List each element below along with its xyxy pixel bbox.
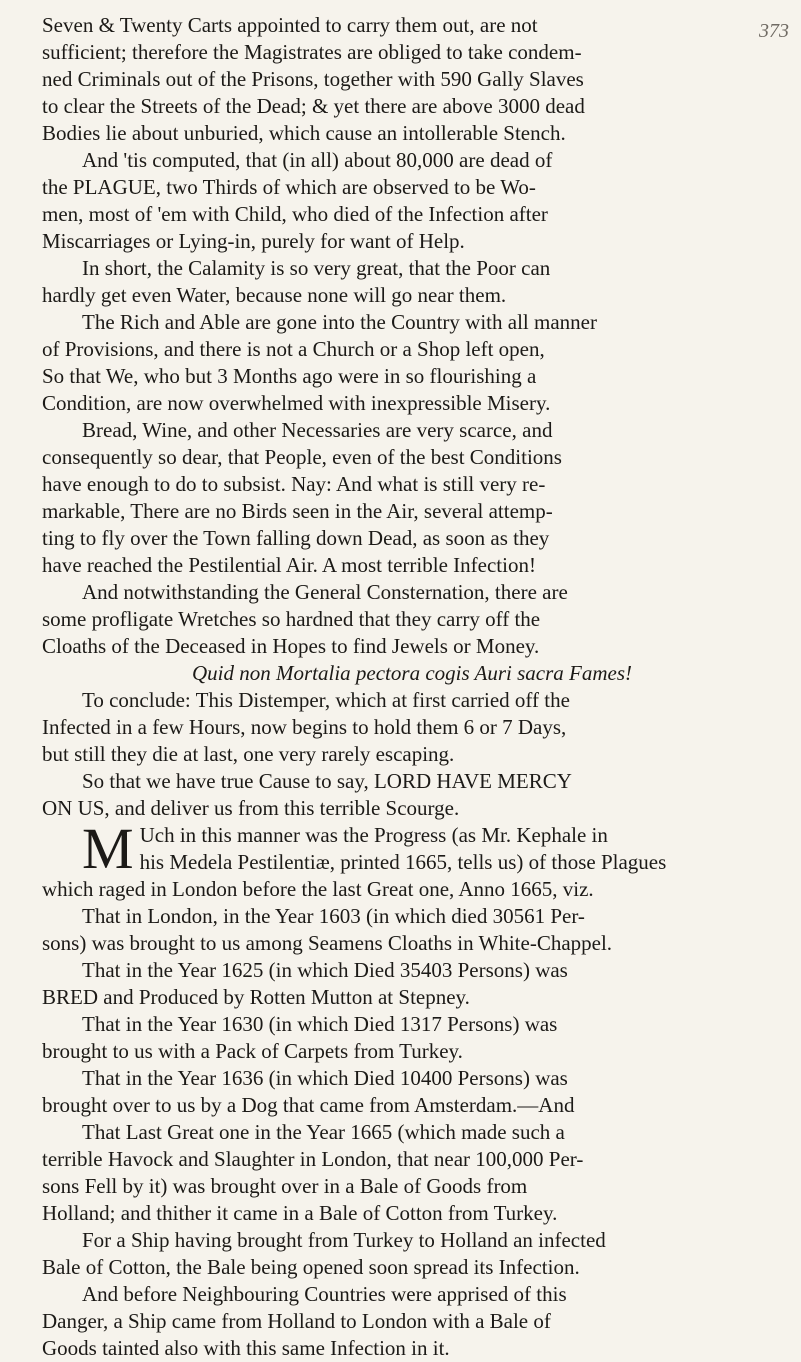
line-text: ned Criminals out of the Prisons, together with 590 Gally Slaves	[42, 67, 584, 91]
text-line	[42, 1200, 782, 1227]
text-line	[42, 579, 782, 606]
text-line	[42, 1038, 782, 1065]
line-text: his Medela Pestilentiæ, printed 1665, tells us) of those Plagues	[139, 850, 667, 874]
line-text: For a Ship having brought from Turkey to Holland an infected	[82, 1228, 606, 1252]
line-text: And 'tis computed, that (in all) about 80,000 are dead of	[82, 148, 553, 172]
line-text: the PLAGUE, two Thirds of which are observed to be Wo-	[42, 175, 536, 199]
line-text: And before Neighbouring Countries were apprised of this	[82, 1282, 567, 1306]
line-text: terrible Havock and Slaughter in London, that near 100,000 Per-	[42, 1147, 584, 1171]
text-line	[42, 1254, 782, 1281]
text-line	[42, 1335, 782, 1362]
line-text: That in the Year 1636 (in which Died 10400 Persons) was	[82, 1066, 568, 1090]
text-line	[42, 1308, 782, 1335]
line-text: Goods tainted also with this same Infection in it.	[42, 1336, 450, 1360]
text-line	[42, 66, 782, 93]
line-text: Infected in a few Hours, now begins to hold them 6 or 7 Days,	[42, 715, 567, 739]
text-line	[42, 768, 782, 795]
text-line	[42, 1011, 782, 1038]
line-text: markable, There are no Birds seen in the Air, several attemp-	[42, 499, 553, 523]
line-text: Bread, Wine, and other Necessaries are very scarce, and	[82, 418, 553, 442]
text-line	[42, 174, 782, 201]
line-text: sufficient; therefore the Magistrates are obliged to take condem-	[42, 40, 582, 64]
text-line	[42, 255, 782, 282]
body-text	[42, 12, 782, 1362]
text-line	[42, 1065, 782, 1092]
text-line	[42, 390, 782, 417]
line-text: BRED and Produced by Rotten Mutton at Stepney.	[42, 985, 470, 1009]
text-line	[42, 633, 782, 660]
text-line	[42, 1227, 782, 1254]
line-text: That in the Year 1630 (in which Died 1317 Persons) was	[82, 1012, 558, 1036]
line-text: sons Fell by it) was brought over in a Bale of Goods from	[42, 1174, 528, 1198]
line-text: That in the Year 1625 (in which Died 35403 Persons) was	[82, 958, 568, 982]
text-line	[42, 903, 782, 930]
line-text: Cloaths of the Deceased in Hopes to find Jewels or Money.	[42, 634, 540, 658]
line-text: Bodies lie about unburied, which cause an intollerable Stench.	[42, 121, 566, 145]
text-line	[42, 363, 782, 390]
text-line	[42, 984, 782, 1011]
text-line	[42, 39, 782, 66]
text-line	[42, 93, 782, 120]
text-line	[42, 1092, 782, 1119]
text-line	[42, 1119, 782, 1146]
line-text: The Rich and Able are gone into the Country with all manner	[82, 310, 597, 334]
line-text: to clear the Streets of the Dead; & yet there are above 3000 dead	[42, 94, 585, 118]
line-text: consequently so dear, that People, even of the best Conditions	[42, 445, 562, 469]
text-line	[42, 336, 782, 363]
text-line	[42, 444, 782, 471]
text-line	[42, 471, 782, 498]
line-text: sons) was brought to us among Seamens Cloaths in White-Chappel.	[42, 931, 613, 955]
text-line	[42, 660, 782, 687]
line-text: but still they die at last, one very rarely escaping.	[42, 742, 455, 766]
text-line	[42, 849, 782, 876]
line-text: ON US, and deliver us from this terrible Scourge.	[42, 796, 460, 820]
line-text: have reached the Pestilential Air. A most terrible Infection!	[42, 553, 536, 577]
text-line	[42, 417, 782, 444]
line-text: men, most of 'em with Child, who died of the Infection after	[42, 202, 548, 226]
text-line	[42, 876, 782, 903]
text-line	[42, 147, 782, 174]
text-line	[42, 12, 782, 39]
line-text: brought over to us by a Dog that came from Amsterdam.—And	[42, 1093, 575, 1117]
line-text: Danger, a Ship came from Holland to London with a Bale of	[42, 1309, 551, 1333]
line-text: Seven & Twenty Carts appointed to carry them out, are not	[42, 13, 538, 37]
line-text: ting to fly over the Town falling down Dead, as soon as they	[42, 526, 550, 550]
line-text: Miscarriages or Lying-in, purely for want of Help.	[42, 229, 465, 253]
text-line	[42, 930, 782, 957]
line-text: So that we have true Cause to say, LORD HAVE MERCY	[82, 769, 572, 793]
line-text: And notwithstanding the General Consternation, there are	[82, 580, 568, 604]
text-line	[42, 309, 782, 336]
text-line	[42, 201, 782, 228]
text-line	[42, 1281, 782, 1308]
text-line	[42, 714, 782, 741]
text-line	[42, 1173, 782, 1200]
text-line	[42, 795, 782, 822]
line-text: brought to us with a Pack of Carpets from Turkey.	[42, 1039, 463, 1063]
line-text: Quid non Mortalia pectora cogis Auri sacra Fames!	[192, 661, 632, 685]
line-text: In short, the Calamity is so very great, that the Poor can	[82, 256, 551, 280]
text-line	[42, 687, 782, 714]
text-line	[42, 228, 782, 255]
text-line	[42, 741, 782, 768]
text-line	[42, 120, 782, 147]
drop-cap: M	[82, 816, 134, 881]
line-text: Uch in this manner was the Progress (as Mr. Kephale in	[139, 823, 608, 847]
text-line	[42, 282, 782, 309]
page-number: 373	[759, 20, 789, 42]
line-text: That Last Great one in the Year 1665 (which made such a	[82, 1120, 565, 1144]
text-line	[42, 525, 782, 552]
line-text: That in London, in the Year 1603 (in which died 30561 Per-	[82, 904, 585, 928]
line-text: Condition, are now overwhelmed with inexpressible Misery.	[42, 391, 551, 415]
text-line	[42, 498, 782, 525]
line-text: Bale of Cotton, the Bale being opened soon spread its Infection.	[42, 1255, 580, 1279]
line-text: of Provisions, and there is not a Church or a Shop left open,	[42, 337, 545, 361]
line-text: which raged in London before the last Great one, Anno 1665, viz.	[42, 877, 594, 901]
line-text: To conclude: This Distemper, which at first carried off the	[82, 688, 570, 712]
line-text: some profligate Wretches so hardned that they carry off the	[42, 607, 541, 631]
line-text: Holland; and thither it came in a Bale of Cotton from Turkey.	[42, 1201, 558, 1225]
text-line	[42, 552, 782, 579]
line-text: So that We, who but 3 Months ago were in so flourishing a	[42, 364, 537, 388]
text-line	[42, 1146, 782, 1173]
text-line	[42, 606, 782, 633]
text-line	[42, 957, 782, 984]
line-text: have enough to do to subsist. Nay: And what is still very re-	[42, 472, 546, 496]
line-text: hardly get even Water, because none will go near them.	[42, 283, 507, 307]
